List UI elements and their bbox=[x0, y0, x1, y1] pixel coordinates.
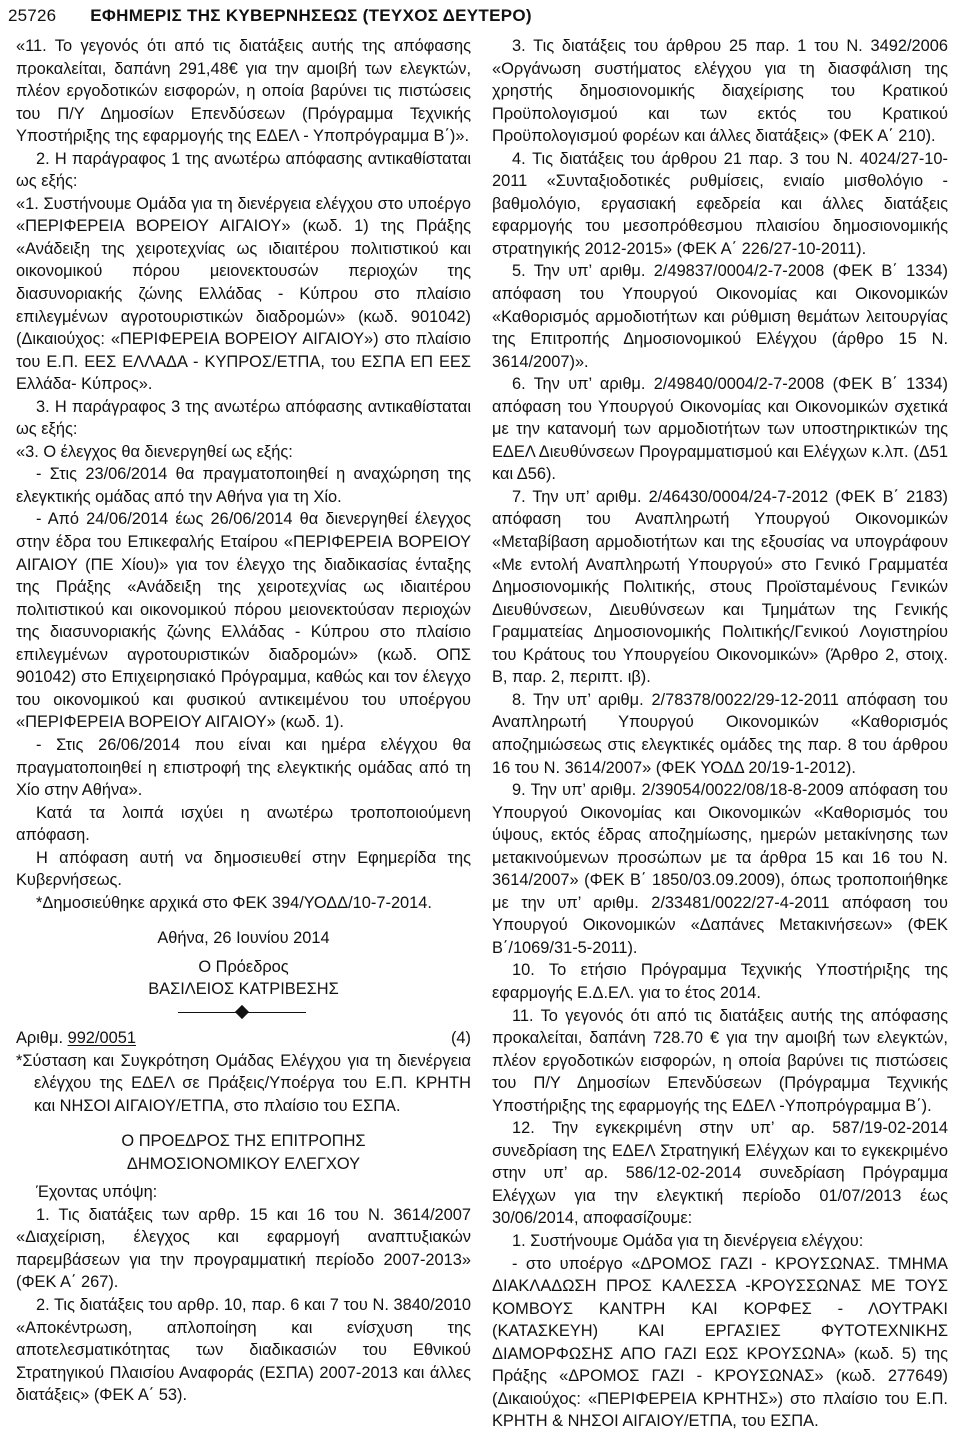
paragraph: - Από 24/06/2014 έως 26/06/2014 θα διενεργηθεί έλεγχος στην έδρα του Επικεφαλής Εταίρου «ΠΕΡΙΦΕΡΕΙΑ ΒΟΡΕΙΟΥ ΑΙΓΑΙΟΥ (ΠΕ Χίου)» για τον έλεγχο της διαδικασίας ένταξης της Πράξης «Ανάδειξη της χειροτεχνίας ως ιδιαιτέρου πολιτιστικού και οικονομικού πόρου μειονεκτούσαν περιοχών της διασυνοριακής ζώνης Ελλάδας - Κύπρου στο πλαίσιο επιλεγμένων αγροτουριστικών διαδρομών» (κωδ. ΟΠΣ 901042) στο Επιχειρησιακό Πρόγραμμα, καθώς και τον έλεγχο του οικονομικού και φυσικού αντικειμένου του υποέργου «ΠΕΡΙΦΕΡΕΙΑ ΒΟΡΕΙΟΥ ΑΙΓΑΙΟΥ» (κωδ. 1). bbox=[16, 510, 471, 732]
paragraph: 12. Την εγκεκριμένη στην υπ’ αρ. 587/19-02-2014 συνεδρίαση της ΕΔΕΛ Στρατηγική Ελέγχων και το εγκεκριμένο στην υπ’ αρ. 586/12-02-2014 συνεδρίαση Πρόγραμμα Ελέγχων για την ελεγκτική περίοδο 01/07/2013 έως 30/06/2014, αποφασίζουμε: bbox=[492, 1119, 948, 1228]
centered-line: Ο Πρόεδρος bbox=[198, 957, 289, 976]
paragraph: Η απόφαση αυτή να δημοσιευθεί στην Εφημερίδα της Κυβερνήσεως. bbox=[16, 848, 471, 890]
paragraph: 1. Τις διατάξεις των αρθρ. 15 και 16 του Ν. 3614/2007 «Διαχείριση, έλεγχος και εφαρμογή αναπτυξιακών παρεμβάσεων για την προγραμματική περίοδο 2007-2013» (ΦΕΚ Α΄ 267). bbox=[16, 1205, 471, 1292]
left-column bbox=[16, 35, 471, 1407]
paragraph: «1. Συστήνουμε Ομάδα για τη διενέργεια ελέγχου στο υποέργο «ΠΕΡΙΦΕΡΕΙΑ ΒΟΡΕΙΟΥ ΑΙΓΑΙΟΥ» (κωδ. 1) της Πράξης «Ανάδειξη της χειροτεχνίας ως ιδιαιτέρου πολιτιστικού και οικονομικού πόρου μειονεκτουσών περιοχών της διασυνοριακής ζώνης Ελλάδας - Κύπρου στο πλαίσιο επιλεγμένων αγροτουριστικών διαδρομών» (κωδ. 901042) (Δικαιούχος: «ΠΕΡΙΦΕΡΕΙΑ ΒΟΡΕΙΟΥ ΑΙΓΑΙΟΥ») στο πλαίσιο του Ε.Π. ΕΕΣ ΕΛΛΑΔΑ - ΚΥΠΡΟΣ/ΕΤΠΑ, του ΕΣΠΑ ΕΠ ΕΕΣ Ελλάδα- Κύπρος». bbox=[16, 194, 471, 394]
paragraph: Κατά τα λοιπά ισχύει η ανωτέρω τροποποιούμενη απόφαση. bbox=[16, 803, 471, 845]
gazette-title: ΕΦΗΜΕΡΙΣ ΤΗΣ ΚΥΒΕΡΝΗΣΕΩΣ (ΤΕΥΧΟΣ ΔΕΥΤΕΡΟ) bbox=[90, 6, 532, 25]
decision-number-value: 992/0051 bbox=[67, 1028, 136, 1047]
paragraph: 4. Τις διατάξεις του άρθρου 21 παρ. 3 του Ν. 4024/27-10-2011 «Συνταξιοδοτικές ρυθμίσεις, ενιαίο μισθολόγιο - βαθμολόγιο, εργασιακή εφεδρεία και άλλες διατάξεις εφαρμογής του μεσοπρόθεσμου πλαισίου δημοσιονομικής στρατηγικής 2012-2015» (ΦΕΚ Α΄ 226/27-10-2011). bbox=[492, 149, 948, 258]
decision-number-label: Αριθμ. bbox=[16, 1028, 64, 1047]
decision-title: *Σύσταση και Συγκρότηση Ομάδας Ελέγχου για τη διενέργεια ελέγχου της ΕΔΕΛ σε Πράξεις/Υποέργα του Ε.Π. ΚΡΗΤΗ και ΝΗΣΟΙ ΑΙΓΑΙΟΥ/ΕΤΠΑ, στο πλαίσιο του ΕΣΠΑ. bbox=[16, 1051, 471, 1115]
decision-number-row bbox=[16, 1027, 471, 1050]
paragraph: 8. Την υπ’ αριθμ. 2/78378/0022/29-12-2011 απόφαση του Αναπληρωτή Υπουργού Οικονομικών «Καθορισμός αποζημιώσεως στις ελεγκτικές ομάδες της παρ. 8 του άρθρου 16 του Ν. 3614/2007» (ΦΕΚ ΥΟΔΔ 20/19-1-2012). bbox=[492, 690, 948, 777]
centered-line: ΒΑΣΙΛΕΙΟΣ ΚΑΤΡΙΒΕΣΗΣ bbox=[148, 980, 339, 999]
paragraph: 1. Συστήνουμε Ομάδα για τη διενέργεια ελέγχου: bbox=[512, 1231, 864, 1250]
paragraph: *Δημοσιεύθηκε αρχικά στο ΦΕΚ 394/ΥΟΔΔ/10-7-2014. bbox=[36, 893, 432, 912]
page-number: 25726 bbox=[8, 6, 57, 25]
paragraph: «3. Ο έλεγχος θα διενεργηθεί ως εξής: bbox=[16, 442, 293, 461]
centered-line: ΔΗΜΟΣΙΟΝΟΜΙΚΟΥ ΕΛΕΓΧΟΥ bbox=[126, 1154, 361, 1173]
paragraph: 3. Η παράγραφος 3 της ανωτέρω απόφασης αντικαθίσταται ως εξής: bbox=[16, 397, 471, 439]
centered-line: Ο ΠΡΟΕΔΡΟΣ ΤΗΣ ΕΠΙΤΡΟΠΗΣ bbox=[121, 1132, 366, 1151]
paragraph: 2. Τις διατάξεις του αρθρ. 10, παρ. 6 και 7 του Ν. 3840/2010 «Αποκέντρωση, απλοποίηση και ενίσχυση της αποτελεσματικότητας των διαδικασιών του Εθνικού Στρατηγικού Πλαισίου Αναφοράς (ΕΣΠΑ) 2007-2013 και άλλες διατάξεις» (ΦΕΚ Α΄ 53). bbox=[16, 1295, 471, 1405]
right-column bbox=[492, 35, 948, 1433]
paragraph: Έχοντας υπόψη: bbox=[36, 1183, 158, 1202]
centered-line: Αθήνα, 26 Ιουνίου 2014 bbox=[157, 929, 330, 948]
decision-tag: (4) bbox=[450, 1028, 471, 1047]
page-header bbox=[8, 2, 952, 30]
decision-number bbox=[16, 1027, 136, 1050]
paragraph: 7. Την υπ’ αριθμ. 2/46430/0004/24-7-2012 (ΦΕΚ Β΄ 2183) απόφαση του Αναπληρωτή Υπουργού Οικονομικών «Μεταβίβαση αρμοδιοτήτων και της εξουσίας να υπογράφουν «Με εντολή Αναπληρωτή Υπουργού» στο Γενικό Γραμματέα Δημοσιονομικής Πολιτικής, στους Προϊσταμένους Γενικών Διευθύνσεων, Διευθύνσεων και Τμημάτων της Γενικής Γραμματείας Δημοσιονομικής Πολιτικής/Γενικού Λογιστηρίου του Κράτους του Υπουργείου Οικονομικών» (Άρθρο 2, στοιχ. Β, παρ. 2, περιπτ. ιβ). bbox=[492, 487, 948, 687]
paragraph: «11. Το γεγονός ότι από τις διατάξεις αυτής της απόφασης προκαλείται, δαπάνη 291,48€ για την αμοιβή των ελεγκτών, πλέον εργοδοτικών εισφορών, η οποία βαρύνει τις πιστώσεις του Π/Υ Δημοσίων Επενδύσεων (Πρόγραμμα Τεχνικής Υποστήριξης της εφαρμογής της ΕΔΕΛ - Υποπρόγραμμα Β΄)». bbox=[16, 37, 471, 146]
paragraph: - Στις 26/06/2014 που είναι και ημέρα ελέγχου θα πραγματοποιηθεί η επιστροφή της ελεγκτικής ομάδας από τη Χίο στην Αθήνα». bbox=[16, 735, 471, 800]
paragraph: - στο υποέργο «ΔΡΟΜΟΣ ΓΑΖΙ - ΚΡΟΥΣΩΝΑΣ. ΤΜΗΜΑ ΔΙΑΚΛΑΔΩΣΗ ΠΡΟΣ ΚΑΛΕΣΣΑ -ΚΡΟΥΣΣΩΝΑΣ ΜΕ ΤΟΥΣ ΚΟΜΒΟΥΣ ΚΑΝΤΡΗ ΚΑΙ ΚΟΡΦΕΣ - ΛΟΥΤΡΑΚΙ (ΚΑΤΑΣΚΕΥΗ) ΚΑΙ ΕΡΓΑΣΙΕΣ ΦΥΤΟΤΕΧΝΙΚΗΣ ΔΙΑΜΟΡΦΩΣΗΣ ΑΠΟ ΓΑΖΙ ΕΩΣ ΚΡΟΥΣΩΝΑ» (κωδ. 5) της Πράξης «ΔΡΟΜΟΣ ΓΑΖΙ - ΚΡΟΥΣΩΝΑΣ» (κωδ. 277649) (Δικαιούχος: «ΠΕΡΙΦΕΡΕΙΑ ΚΡΗΤΗΣ») στο πλαίσιο του Ε.Π. ΚΡΗΤΗ & ΝΗΣΟΙ ΑΙΓΑΙΟΥ/ΕΤΠΑ, του ΕΣΠΑ. bbox=[492, 1254, 948, 1431]
paragraph: 2. Η παράγραφος 1 της ανωτέρω απόφασης αντικαθίσταται ως εξής: bbox=[16, 149, 471, 191]
paragraph: 11. Το γεγονός ότι από τις διατάξεις αυτής της απόφασης προκαλείται, δαπάνη 728.70 € για την αμοιβή των ελεγκτών, πλέον εργοδοτικών εισφορών, η οποία βαρύνει τις πιστώσεις του Π/Υ Δημοσίων Επενδύσεων (Πρόγραμμα Τεχνικής Υποστήριξης της εφαρμογής της ΕΔΕΛ -Υποπρόγραμμα Β΄). bbox=[492, 1006, 948, 1115]
paragraph: - Στις 23/06/2014 θα πραγματοποιηθεί η αναχώρηση της ελεγκτικής ομάδας από την Αθήνα για τη Χίο. bbox=[16, 465, 471, 506]
section-separator bbox=[16, 1005, 471, 1021]
paragraph: 3. Τις διατάξεις του άρθρου 25 παρ. 1 του Ν. 3492/2006 «Οργάνωση συστήματος ελέγχου για τη διασφάλιση της χρηστής δημοσιονομικής διαχείρισης του Κρατικού Προϋπολογισμού και των εκτός του Κρατικού Προϋπολογισμού φορέων και άλλες διατάξεις» (ΦΕΚ Α΄ 210). bbox=[492, 37, 948, 146]
paragraph: 10. Το ετήσιο Πρόγραμμα Τεχνικής Υποστήριξης της εφαρμογής Ε.Δ.ΕΛ. για το έτος 2014. bbox=[492, 961, 948, 1002]
paragraph: 5. Την υπ’ αριθμ. 2/49837/0004/2-7-2008 (ΦΕΚ Β΄ 1334) απόφαση του Υπουργού Οικονομίας και Οικονομικών «Καθορισμός αρμοδιοτήτων και ρύθμιση θεμάτων λειτουργίας της Επιτροπής Δημοσιονομικού Ελέγχου (άρθρο 15 Ν. 3614/2007)». bbox=[492, 262, 948, 371]
paragraph: 9. Την υπ’ αριθμ. 2/39054/0022/08/18-8-2009 απόφαση του Υπουργού Οικονομίας και Οικονομικών «Καθορισμός του ύψους, εκτός έδρας αποζημίωσης, ημερών μετακίνησης των μετακινούμενων προσώπων με τα άρθρα 15 και 16 του Ν. 3614/2007» (ΦΕΚ Β΄ 1850/03.09.2009), όπως τροποποιήθηκε με την υπ’ αριθμ. 2/33481/0022/27-4-2011 απόφαση του Υπουργού Οικονομικών «Δαπάνες Μετακινήσεων» (ΦΕΚ Β΄/1069/31-5-2011). bbox=[492, 781, 948, 957]
separator-diamond-icon bbox=[235, 1005, 249, 1019]
paragraph: 6. Την υπ’ αριθμ. 2/49840/0004/2-7-2008 (ΦΕΚ Β΄ 1334) απόφαση του Υπουργού Οικονομίας και Οικονομικών σχετικά με την κατανομή των αρμοδιοτήτων των υποστηρικτικών της ΕΔΕΛ Διευθύνσεων Προγραμματισμού και Ελέγχων κ.λπ. (Δ51 και Δ56). bbox=[492, 375, 948, 484]
